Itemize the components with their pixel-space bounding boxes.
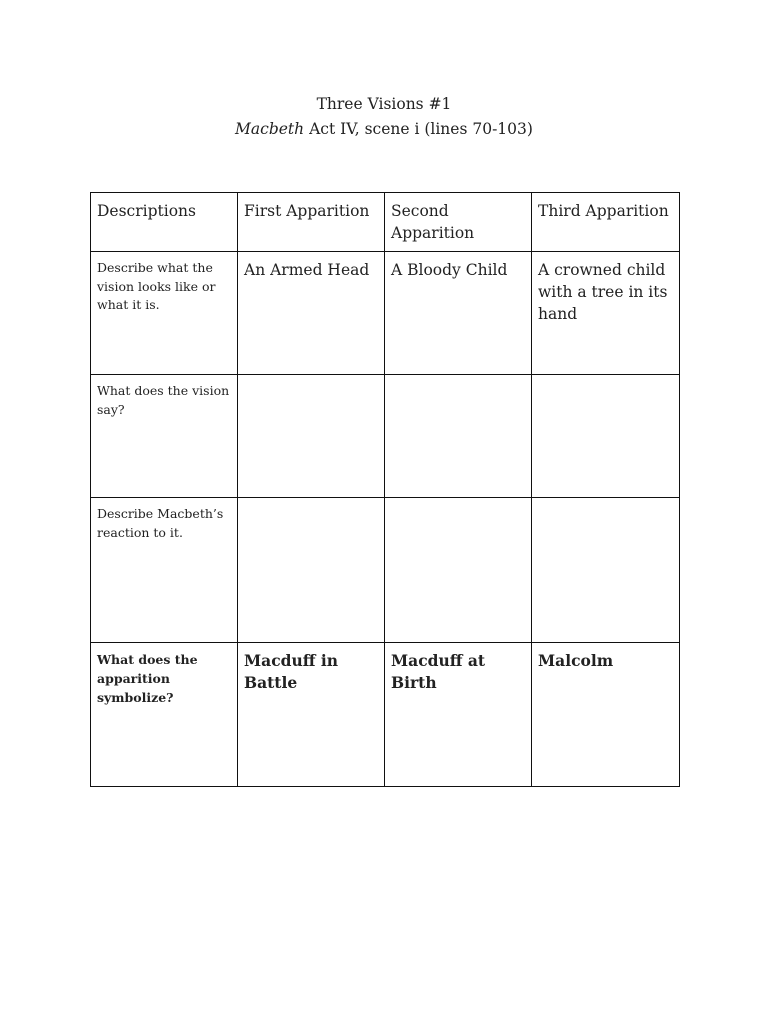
title-scene-reference: Act IV, scene i (lines 70-103) (304, 120, 533, 138)
row-label-reaction: Describe Macbeth’s reaction to it. (91, 498, 238, 643)
header-third-apparition: Third Apparition (532, 193, 680, 252)
cell-second-reaction[interactable] (385, 498, 532, 643)
cell-first-symbolism[interactable]: Macduff in Battle (238, 643, 385, 787)
cell-second-description[interactable]: A Bloody Child (385, 252, 532, 375)
header-row (91, 193, 680, 252)
header-descriptions: Descriptions (91, 193, 238, 252)
table-row-description (91, 252, 680, 375)
row-label-symbolism: What does the apparition symbolize? (91, 643, 238, 787)
cell-second-symbolism[interactable]: Macduff at Birth (385, 643, 532, 787)
cell-second-says[interactable] (385, 375, 532, 498)
title-play-name: Macbeth (235, 120, 305, 138)
table-row-symbolism (91, 643, 680, 787)
title-line-1: Three Visions #1 (316, 95, 452, 113)
title-line-2 (0, 117, 768, 142)
table-row-says (91, 375, 680, 498)
row-label-description: Describe what the vision looks like or what it is. (91, 252, 238, 375)
cell-third-description[interactable]: A crowned child with a tree in its hand (532, 252, 680, 375)
cell-first-reaction[interactable] (238, 498, 385, 643)
document-title (0, 92, 768, 142)
cell-first-says[interactable] (238, 375, 385, 498)
header-second-apparition: Second Apparition (385, 193, 532, 252)
cell-third-says[interactable] (532, 375, 680, 498)
table-row-reaction (91, 498, 680, 643)
header-first-apparition: First Apparition (238, 193, 385, 252)
row-label-says: What does the vision say? (91, 375, 238, 498)
cell-first-description[interactable]: An Armed Head (238, 252, 385, 375)
cell-third-symbolism[interactable]: Malcolm (532, 643, 680, 787)
visions-table (90, 192, 680, 787)
cell-third-reaction[interactable] (532, 498, 680, 643)
